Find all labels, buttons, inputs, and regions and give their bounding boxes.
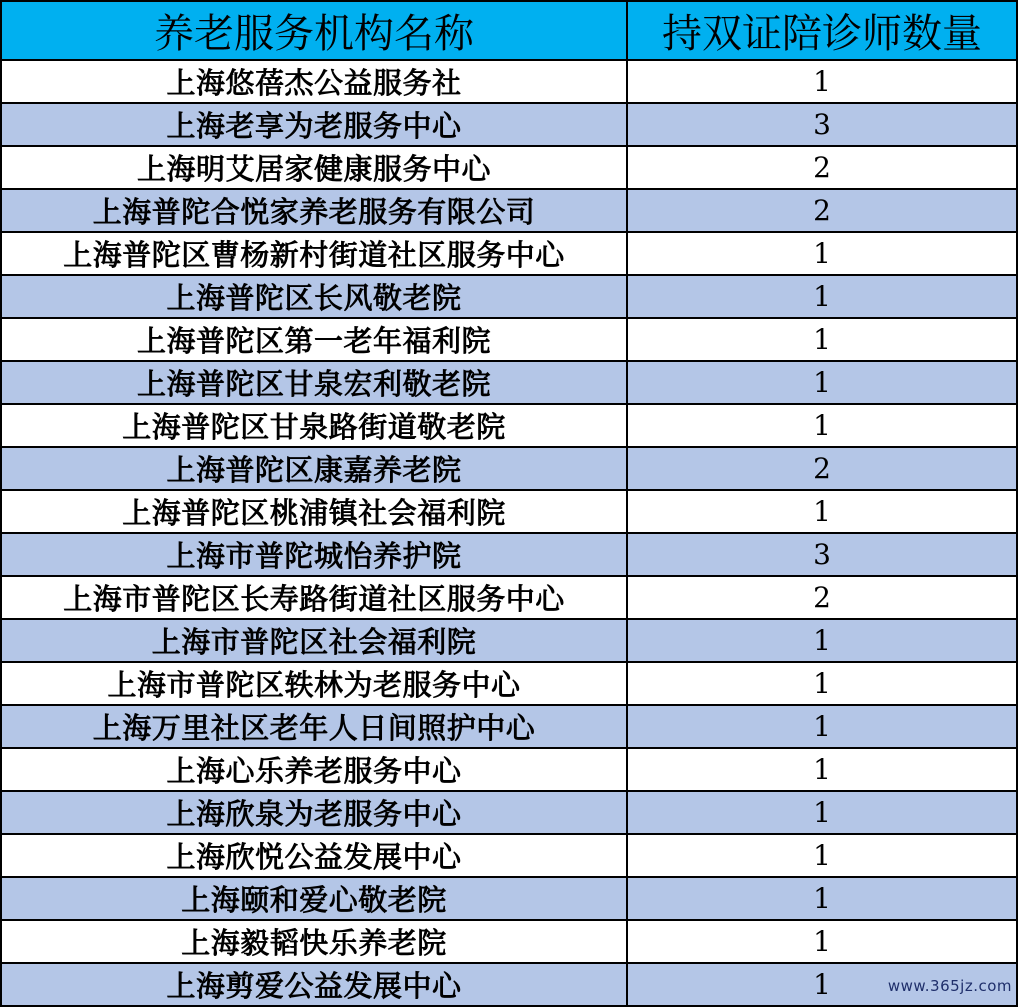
table-row [1,748,1017,791]
site-watermark: www.365jz.com [887,977,1012,995]
table-row [1,318,1017,361]
companion-count-cell: 1 [627,920,1017,963]
companion-count-cell: 1 [627,963,1017,1006]
companion-count-cell: 1 [627,834,1017,877]
table-row [1,963,1017,1006]
companion-count-cell: 1 [627,748,1017,791]
companion-count-cell: 1 [627,361,1017,404]
institution-name-cell: 上海普陀区甘泉路街道敬老院 [1,404,627,447]
institution-name-cell: 上海毅韬快乐养老院 [1,920,627,963]
institution-name-cell: 上海普陀区甘泉宏利敬老院 [1,361,627,404]
institution-name-cell: 上海老享为老服务中心 [1,103,627,146]
table-row [1,103,1017,146]
table-body [1,60,1017,1006]
institution-name-cell: 上海市普陀区社会福利院 [1,619,627,662]
header-companion-count: 持双证陪诊师数量 [627,1,1017,60]
institution-name-cell: 上海欣泉为老服务中心 [1,791,627,834]
table-row [1,533,1017,576]
table-row [1,447,1017,490]
companion-count-cell: 1 [627,275,1017,318]
table-row [1,920,1017,963]
companion-count-cell: 3 [627,103,1017,146]
companion-count-cell: 1 [627,662,1017,705]
institution-name-cell: 上海心乐养老服务中心 [1,748,627,791]
table-row [1,146,1017,189]
table-row [1,232,1017,275]
companion-count-cell: 1 [627,791,1017,834]
institution-name-cell: 上海普陀合悦家养老服务有限公司 [1,189,627,232]
companion-count-cell: 2 [627,447,1017,490]
companion-count-cell: 3 [627,533,1017,576]
table-row [1,275,1017,318]
companion-count-cell: 1 [627,877,1017,920]
institution-name-cell: 上海市普陀区长寿路街道社区服务中心 [1,576,627,619]
table-row [1,189,1017,232]
table-header-row [1,1,1017,60]
institution-name-cell: 上海普陀区桃浦镇社会福利院 [1,490,627,533]
institution-name-cell: 上海市普陀区轶林为老服务中心 [1,662,627,705]
institution-name-cell: 上海普陀区长风敬老院 [1,275,627,318]
institution-name-cell: 上海普陀区曹杨新村街道社区服务中心 [1,232,627,275]
institution-name-cell: 上海欣悦公益发展中心 [1,834,627,877]
header-institution-name: 养老服务机构名称 [1,1,627,60]
companion-count-cell: 1 [627,404,1017,447]
table-row [1,662,1017,705]
table-row [1,490,1017,533]
institution-name-cell: 上海普陀区第一老年福利院 [1,318,627,361]
companion-count-cell: 1 [627,490,1017,533]
companion-count-cell: 1 [627,705,1017,748]
institution-name-cell: 上海剪爱公益发展中心 [1,963,627,1006]
institution-name-cell: 上海颐和爱心敬老院 [1,877,627,920]
table-row [1,576,1017,619]
companion-count-cell: 2 [627,576,1017,619]
table-row [1,834,1017,877]
companion-count-cell: 2 [627,189,1017,232]
table-row [1,404,1017,447]
table-row [1,877,1017,920]
companion-count-cell: 1 [627,60,1017,103]
companion-count-cell: 1 [627,318,1017,361]
institution-name-cell: 上海普陀区康嘉养老院 [1,447,627,490]
institution-name-cell: 上海市普陀城怡养护院 [1,533,627,576]
table-row [1,619,1017,662]
companion-count-cell: 2 [627,146,1017,189]
companion-count-cell: 1 [627,232,1017,275]
table-row [1,361,1017,404]
institution-name-cell: 上海明艾居家健康服务中心 [1,146,627,189]
companion-count-cell: 1 [627,619,1017,662]
institution-name-cell: 上海悠蓓杰公益服务社 [1,60,627,103]
table-row [1,791,1017,834]
table-row [1,60,1017,103]
institution-name-cell: 上海万里社区老年人日间照护中心 [1,705,627,748]
table-row [1,705,1017,748]
